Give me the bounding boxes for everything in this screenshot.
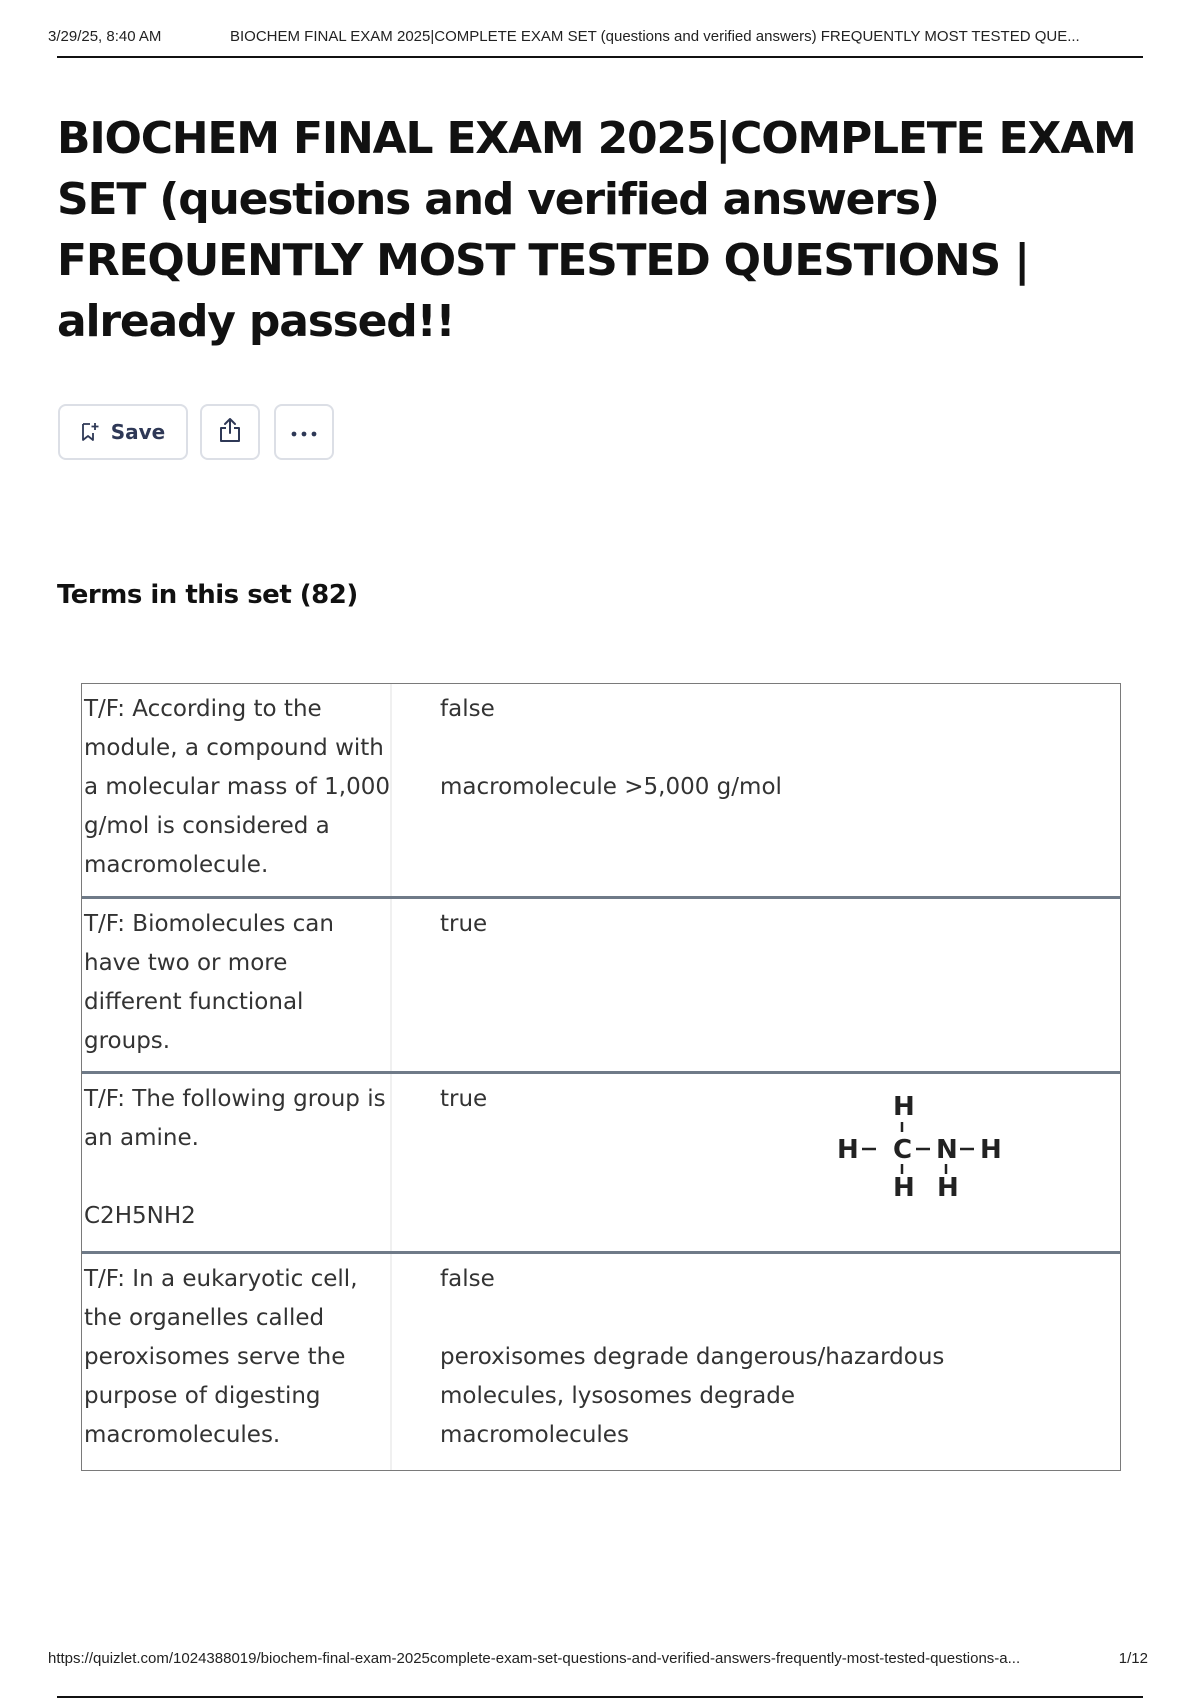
- share-icon: [217, 416, 243, 448]
- answer-text: false: [440, 1266, 495, 1292]
- bookmark-add-icon: [81, 422, 99, 442]
- term-formula: C2H5NH2: [84, 1203, 196, 1229]
- term-text: T/F: The following group is an amine.: [84, 1086, 386, 1151]
- structure-atom-h-bottom-n: H: [937, 1173, 959, 1198]
- structure-atom-n: N: [936, 1135, 958, 1165]
- terms-heading: Terms in this set (82): [57, 580, 358, 610]
- amine-structure-diagram: [832, 1088, 1012, 1198]
- structure-atom-h-right: H: [980, 1135, 1002, 1165]
- more-options-button[interactable]: [274, 404, 334, 460]
- footer-divider: [57, 1696, 1143, 1698]
- answer-text: true: [440, 1086, 488, 1112]
- page-number: 1/12: [1118, 1650, 1148, 1667]
- explanation-text: peroxisomes degrade dangerous/hazardous molecules, lysosomes degrade macromolecules: [440, 1344, 945, 1448]
- term-row: [82, 899, 1120, 1074]
- print-footer: [48, 1650, 1148, 1670]
- print-doc-title: BIOCHEM FINAL EXAM 2025|COMPLETE EXAM SET (questions and verified answers) FREQUENTLY MOST TESTED QUE...: [230, 28, 1080, 45]
- explanation-text: macromolecule >5,000 g/mol: [440, 774, 782, 800]
- answer-text: false: [440, 696, 495, 722]
- structure-atom-h-top: H: [893, 1092, 915, 1122]
- term-row: [82, 684, 1120, 899]
- print-date: 3/29/25, 8:40 AM: [48, 28, 162, 45]
- term-text: T/F: In a eukaryotic cell, the organelles called peroxisomes serve the purpose of digesting macromolecules.: [82, 1254, 392, 1470]
- answer-text: true: [440, 911, 488, 937]
- print-header: [48, 28, 1144, 48]
- term-text: T/F: Biomolecules can have two or more different functional groups.: [82, 899, 392, 1071]
- term-text: T/F: According to the module, a compound with a molecular mass of 1,000 g/mol is considered a macromolecule.: [82, 684, 392, 896]
- structure-atom-c: C: [893, 1135, 913, 1165]
- more-horizontal-icon: [290, 423, 318, 442]
- term-row: [82, 1254, 1120, 1470]
- terms-table: [81, 683, 1121, 1471]
- save-button-label: Save: [110, 420, 166, 444]
- save-button[interactable]: [58, 404, 188, 460]
- definition: [392, 684, 1120, 896]
- share-button[interactable]: [200, 404, 260, 460]
- page-title: BIOCHEM FINAL EXAM 2025|COMPLETE EXAM SET (questions and verified answers) FREQUENTLY MOST TESTED QUESTIONS | already passed!!: [57, 113, 1136, 347]
- structure-atom-h-bottom-c: H: [893, 1173, 915, 1198]
- header-divider: [57, 56, 1143, 58]
- term-cell: [82, 1074, 392, 1251]
- definition: [392, 1254, 1120, 1470]
- page-url: https://quizlet.com/1024388019/biochem-final-exam-2025complete-exam-set-questions-and-verified-answers-frequently-most-tested-questions-a...: [48, 1650, 1021, 1667]
- term-row: [82, 1074, 1120, 1254]
- definition: [392, 899, 1120, 1071]
- structure-atom-h-left: H: [837, 1135, 859, 1165]
